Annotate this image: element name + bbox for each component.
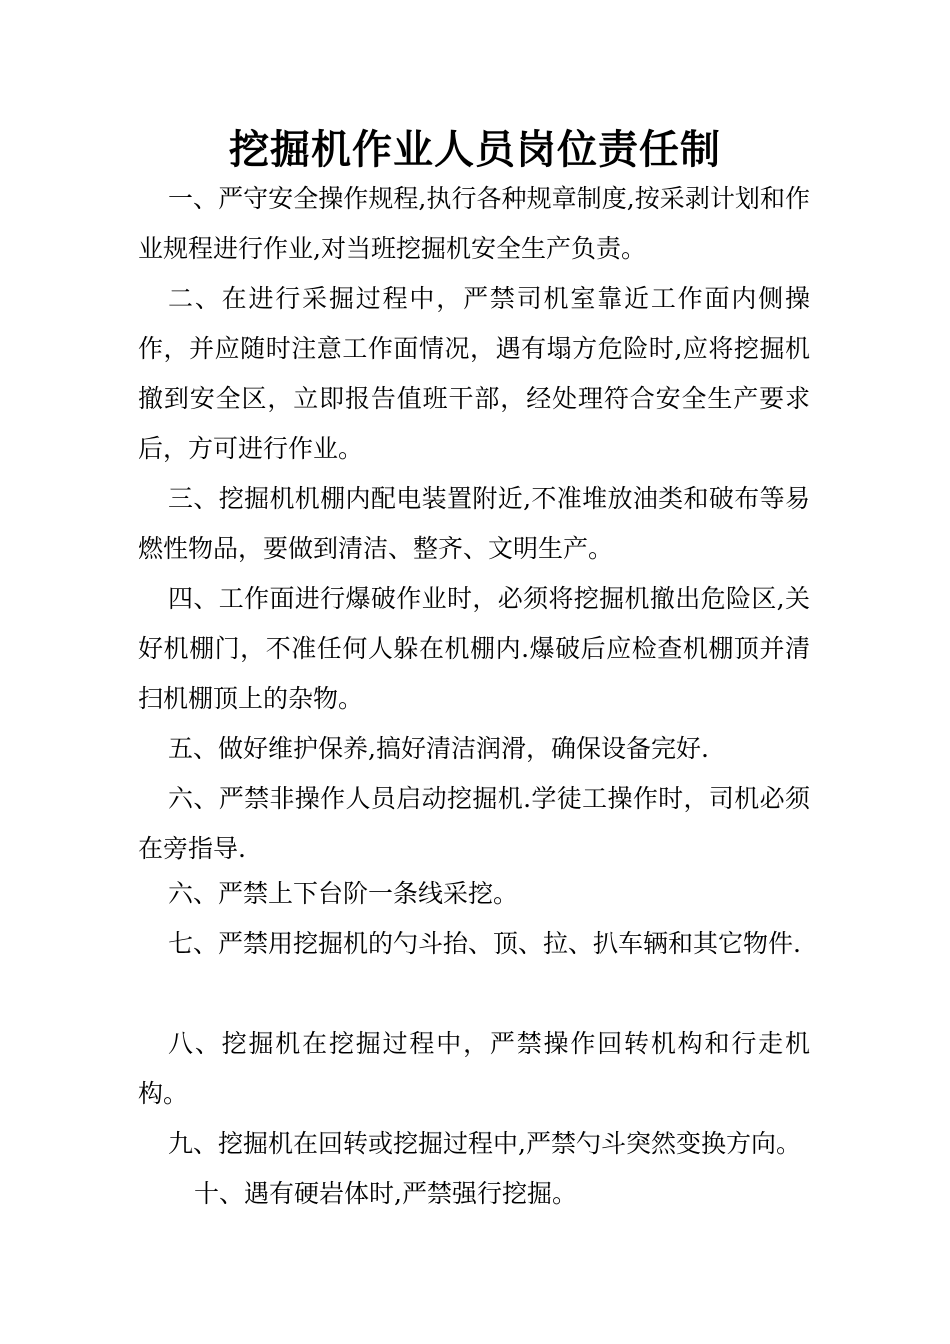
paragraph-7: 六、严禁上下台阶一条线采挖。 xyxy=(168,879,519,908)
paragraph-1: 一、严守安全操作规程,执行各种规章制度,按采剥计划和作业规程进行作业,对当班挖掘机安全生产负责。 xyxy=(138,184,810,263)
paragraph-2: 二、在进行采掘过程中，严禁司机室靠近工作面内侧操作，并应随时注意工作面情况，遇有塌方危险时,应将挖掘机撤到安全区，立即报告值班干部，经处理符合安全生产要求后，方可进行作业。 xyxy=(138,284,810,463)
paragraph-5: 五、做好维护保养,搞好清洁润滑，确保设备完好. xyxy=(168,734,709,763)
paragraph-9: 八、挖掘机在挖掘过程中，严禁操作回转机构和行走机构。 xyxy=(138,1029,810,1108)
paragraph-4: 四、工作面进行爆破作业时，必须将挖掘机撤出危险区,关好机棚门，不准任何人躲在机棚内.爆破后应检查机棚顶并清扫机棚顶上的杂物。 xyxy=(138,584,810,713)
paragraph-11: 十、遇有硬岩体时,严禁强行挖掘。 xyxy=(194,1179,577,1208)
paragraph-6: 六、严禁非操作人员启动挖掘机.学徒工操作时，司机必须在旁指导. xyxy=(138,784,810,863)
paragraph-3: 三、挖掘机机棚内配电装置附近,不准堆放油类和破布等易燃性物品，要做到清洁、整齐、文明生产。 xyxy=(138,484,810,563)
paragraph-10: 九、挖掘机在回转或挖掘过程中,严禁勺斗突然变换方向。 xyxy=(168,1129,801,1158)
document-title: 挖掘机作业人员岗位责任制 xyxy=(229,127,721,173)
paragraph-8: 七、严禁用挖掘机的勺斗抬、顶、拉、扒车辆和其它物件. xyxy=(168,929,801,958)
